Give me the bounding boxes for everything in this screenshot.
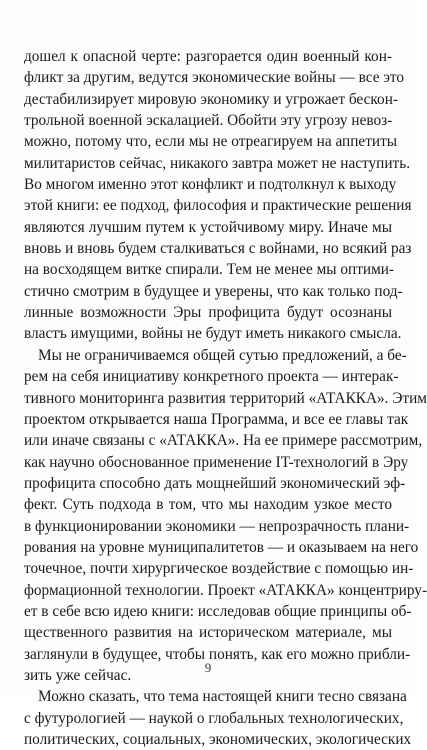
text-line: вновь и вновь будем сталкиваться с войнами, но всякий раз [24,240,412,258]
text-line: стично смотрим в будущее и уверены, что как только под- [24,282,403,300]
text-line: щественного развития на историческом материале, мы [24,624,392,642]
text-line: проектом открывается наша Программа, и все ее главы так [24,410,409,428]
text-line: на восходящем витке спирали. Тем не менее мы оптими- [24,261,395,279]
text-line: этой книги: ее подход, философия и практические решения [24,197,412,215]
text-line: рем на себя инициативу конкретного проекта — интерак- [24,368,399,386]
text-line: дошел к опасной черте: разгорается один военный кон- [24,48,392,65]
page-number: 9 [204,660,212,675]
text-line: политических, социальных, экономических, экологических [24,731,412,748]
text-line: или иначе связаны с «АТАККА». На ее примере рассмотрим, [24,432,423,450]
text-line: являются лучшим путем к устойчивому миру. Иначе мы [24,218,392,236]
text-line: как научно обоснованное применение IT-технологий в Эру [24,453,409,471]
text-line: с футурологией — наукой о глобальных технологических, [24,709,404,727]
paragraph-1 [24,46,412,345]
text-line: Мы не ограничиваемся общей сутью предложений, а бе- [38,346,407,364]
text-line: трольной военной эскалацией. Обойти эту угрозу невоз- [24,112,393,130]
text-line: можно, потому что, если мы не отреагируем на аппетиты [24,133,398,151]
paragraph-3 [24,686,412,750]
body-text [24,46,427,750]
paragraph-2 [24,345,427,687]
text-line: фект. Суть подхода в том, что мы находим узкое место [24,496,392,514]
text-line: милитаристов сейчас, никакого завтра может не наступить. [24,154,411,172]
text-line: Во многом именно этот конфликт и подтолкнул к выходу [24,176,397,194]
text-line: дестабилизирует мировую экономику и угрожает бескон- [24,90,398,108]
text-line: профицита способно дать мощнейший экономический эф- [24,474,406,492]
text-line: заглянули в будущее, чтобы понять, как его можно прибли- [24,645,411,663]
text-line: рования на уровне муниципалитетов — и оказываем на него [24,538,419,556]
text-line: ет в себе всю идею книги: исследовав общие принципы об- [24,602,412,620]
text-line: линные возможности Эры профицита будут осознаны [24,304,392,322]
text-line: в функционировании экономики — непрозрачность плани- [24,517,410,535]
text-line: властъ имущими, войны не будут иметь никакого смысла. [24,325,402,343]
text-line: зить уже сейчас. [24,666,132,684]
text-line: тивного мониторинга развития территорий «АТАККА». Этим [24,389,427,407]
text-line: Можно сказать, что тема настоящей книги тесно связана [38,688,407,706]
text-line: формационной технологии. Проект «АТАККА» концентриру- [24,581,427,599]
text-line: точечное, почти хирургическое воздействие с помощью ин- [24,560,414,578]
text-line: фликт за другим, ведутся экономические войны — все это [24,69,405,87]
